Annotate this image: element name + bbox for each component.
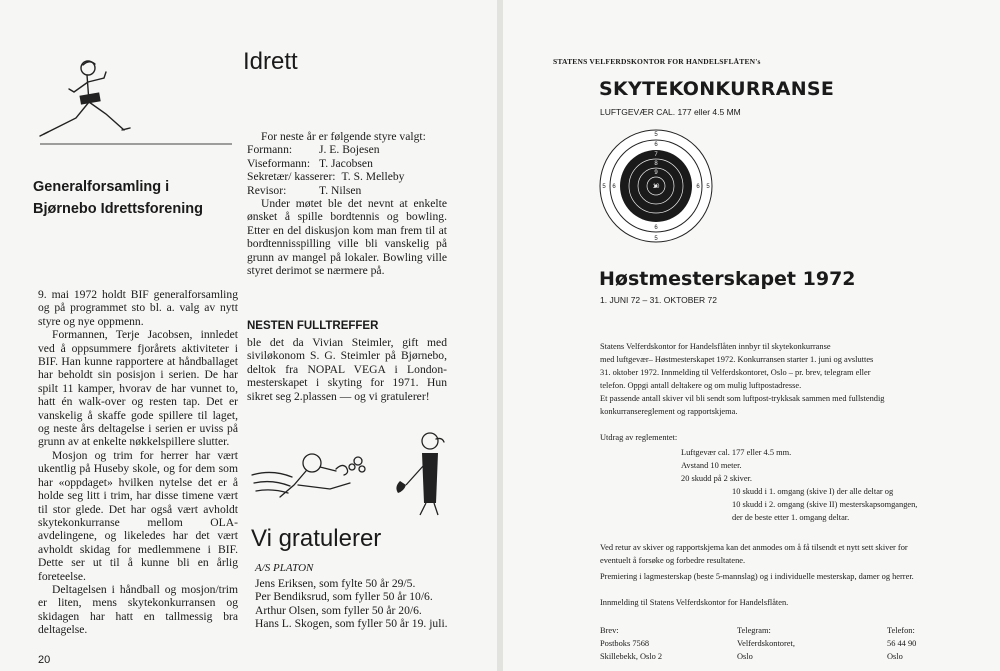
paragraph: ble det da Vivian Steimler, gift med siviløkonom S. G. Steimler på Bjørnebo, deltok fra NOPAL VEGA i London-mesterskapet i skyting for 1971. Hun sikret seg 2.plassen — og vi gratulerer! [247, 336, 447, 403]
competition-subtitle: LUFTGEVÆR CAL. 177 eller 4.5 MM [600, 107, 741, 117]
contact-line: 56 44 90 [887, 639, 917, 648]
officer-role: Formann: [247, 143, 293, 157]
paragraph: Deltagelsen i håndball og mosjon/trim er liten, mens skytekonkurransen og skidagen har hatt en tallmessig bra deltagelse. [38, 582, 238, 637]
text-line: eventuelt å forsøke og forbedre resultatene. [600, 556, 746, 565]
org-header: STATENS VELFERDSKONTOR FOR HANDELSFLÅTEN's [553, 57, 761, 66]
rules-heading: Utdrag av reglementet: [600, 433, 678, 442]
text-line: telefon. Oppgi antall deltakere og om mulig luftpostadresse. [600, 381, 802, 390]
contact-telephone [887, 624, 916, 663]
officer-role: Revisor: [247, 183, 287, 197]
gratulerer-list [255, 577, 455, 631]
target-ring-label: 9 [654, 170, 658, 176]
paragraph: For neste år er følgende styre valgt: [261, 130, 426, 143]
gratulerer-heading: Vi gratulerer [251, 525, 382, 552]
text-line: Ved retur av skiver og rapportskjema kan det anmodes om å få tilsendt et nytt sett skiver for [600, 543, 908, 552]
target-ring-label: 5 [654, 132, 658, 138]
list-item: Arthur Olsen, som fyller 50 år 20/6. [255, 603, 422, 617]
article-body-column2 [247, 130, 447, 277]
officers-list [247, 143, 447, 197]
intro-text [600, 340, 970, 418]
event-title: Høstmesterskapet 1972 [599, 268, 856, 290]
officer-row [247, 184, 447, 197]
heading-line: Bjørnebo Idrettsforening [33, 201, 203, 217]
paragraph: Formannen, Terje Jacobsen, innledet ved å oppsummere fjorårets aktiviteter i BIF. Han kunne rapportere at håndballaget har beholdt sin posisjon i serien. De har spilt 11 kamper, hvorav de har vunnet to, hatt én walk-over og resten tap. Det er vanskelig å skaffe gode spillere til laget, og neste års deltagelse i serien er uviss på grunn av at enkelte nøkkelspillere slutter. [38, 328, 238, 449]
officer-name: J. E. Bojesen [319, 143, 380, 157]
article-body-column1 [38, 288, 238, 637]
target-ring-label: 6 [654, 142, 658, 148]
list-item: Per Bendiksrud, som fyller 50 år 10/6. [255, 590, 433, 604]
registration-text: Innmelding til Statens Velferdskontor for Handelsflåten. [600, 598, 789, 607]
target-ring-label: 6 [654, 225, 658, 231]
contact-label: Brev: [600, 626, 619, 635]
gratulerer-company: A/S PLATON [255, 562, 314, 574]
officer-name: T. S. Melleby [341, 170, 405, 184]
target-ring-label: 6 [696, 184, 700, 190]
shooting-target-icon [598, 128, 714, 244]
heading-line: Generalforsamling i [33, 179, 170, 195]
target-ring-label: 5 [602, 184, 606, 190]
contact-telegram [737, 624, 795, 663]
rule-item: 10 skudd i 2. omgang (skive II) mesterskapsomgangen, [732, 500, 918, 509]
target-ring-label: 5 [706, 184, 710, 190]
text-line: Et passende antall skiver vil bli sendt som luftpost-trykksak sammen med fullstendig [600, 394, 885, 403]
text-line: Statens Velferdskontor for Handelsflåten innbyr til skytekonkurranse [600, 342, 831, 351]
return-text [600, 541, 980, 567]
rule-item: Luftgevær cal. 177 eller 4.5 mm. [681, 448, 792, 457]
article-heading [33, 176, 233, 220]
article-body [247, 336, 447, 403]
rule-item: Avstand 10 meter. [681, 461, 742, 470]
gratulerer-illustration [250, 425, 455, 520]
contact-letter [600, 624, 662, 663]
target-ring-label: 5 [654, 236, 658, 242]
prize-text: Premiering i lagmesterskap (beste 5-mannslag) og i individuelle mesterskap, damer og herrer. [600, 572, 914, 581]
contact-label: Telegram: [737, 626, 771, 635]
paragraph: 9. mai 1972 holdt BIF generalforsamling og på programmet sto bl. a. valg av nytt styre og nye oppmenn. [38, 288, 238, 328]
text-line: konkurransereglement og rapportskjema. [600, 407, 738, 416]
officer-row [247, 157, 447, 170]
contact-line: Oslo [887, 652, 903, 661]
page-title: Idrett [243, 48, 298, 75]
subrules-list [732, 485, 917, 524]
officer-role: Viseformann: [247, 156, 311, 170]
target-ring-label: 7 [654, 152, 658, 158]
contact-line: Skillebekk, Oslo 2 [600, 652, 663, 661]
target-ring-label: 10 [652, 184, 660, 190]
competition-title: SKYTEKONKURRANSE [599, 78, 835, 100]
rule-item: der de beste etter 1. omgang deltar. [732, 513, 850, 522]
officer-name: T. Jacobsen [319, 156, 373, 170]
target-ring-label: 8 [654, 161, 658, 167]
target-ring-label: 6 [612, 184, 616, 190]
rule-item: 20 skudd på 2 skiver. [681, 474, 752, 483]
event-dates: 1. JUNI 72 – 31. OKTOBER 72 [600, 295, 718, 305]
left-page [0, 0, 497, 671]
contact-line: Oslo [737, 652, 753, 661]
list-item: Hans L. Skogen, som fyller 50 år 19. juli. [255, 617, 448, 631]
paragraph: Mosjon og trim for herrer har vært ukentlig på Huseby skole, og for dem som har «oppdaget» hvilken nytelse det er å holde seg litt i trim, har disse timene vært til stor glede. Det har også vært avholdt skytekonkurranse mellom OLA-avdelingene, og likeledes har det vært avholdt skidag for medlemmene i BIF. Dette ser ut til å kunne bli en årlig foreteelse. [38, 448, 238, 583]
contact-line: Velferdskontoret, [737, 639, 795, 648]
officer-name: T. Nilsen [319, 183, 362, 197]
contact-label: Telefon: [887, 626, 915, 635]
article-heading: NESTEN FULLTREFFER [247, 320, 379, 332]
rule-item: 10 skudd i 1. omgang (skive I) der alle deltar og [732, 487, 894, 496]
officer-row [247, 143, 447, 156]
contact-line: Postboks 7568 [600, 639, 650, 648]
runner-illustration [36, 56, 236, 148]
text-line: med luftgevær– Høstmesterskapet 1972. Konkurransen starter 1. juni og avsluttes [600, 355, 874, 364]
rules-list [681, 446, 791, 485]
text-line: 31. oktober 1972. Innmelding til Velferdskontoret, Oslo – pr. brev, telegram eller [600, 368, 871, 377]
right-page [503, 0, 1000, 671]
paragraph: Under møtet ble det nevnt at enkelte ønsket å spille bordtennis og bowling. Etter en del diskusjon kom man frem til at bordtennisspilling ville bli vanskelig på grunn av mangel på lokaler. Bowling ville styret derimot se nærmere på. [247, 197, 447, 278]
officer-row [247, 170, 447, 183]
list-item: Jens Eriksen, som fylte 50 år 29/5. [255, 577, 416, 590]
page-number: 20 [38, 654, 51, 666]
officer-role: Sekretær/ kasserer: [247, 170, 336, 184]
